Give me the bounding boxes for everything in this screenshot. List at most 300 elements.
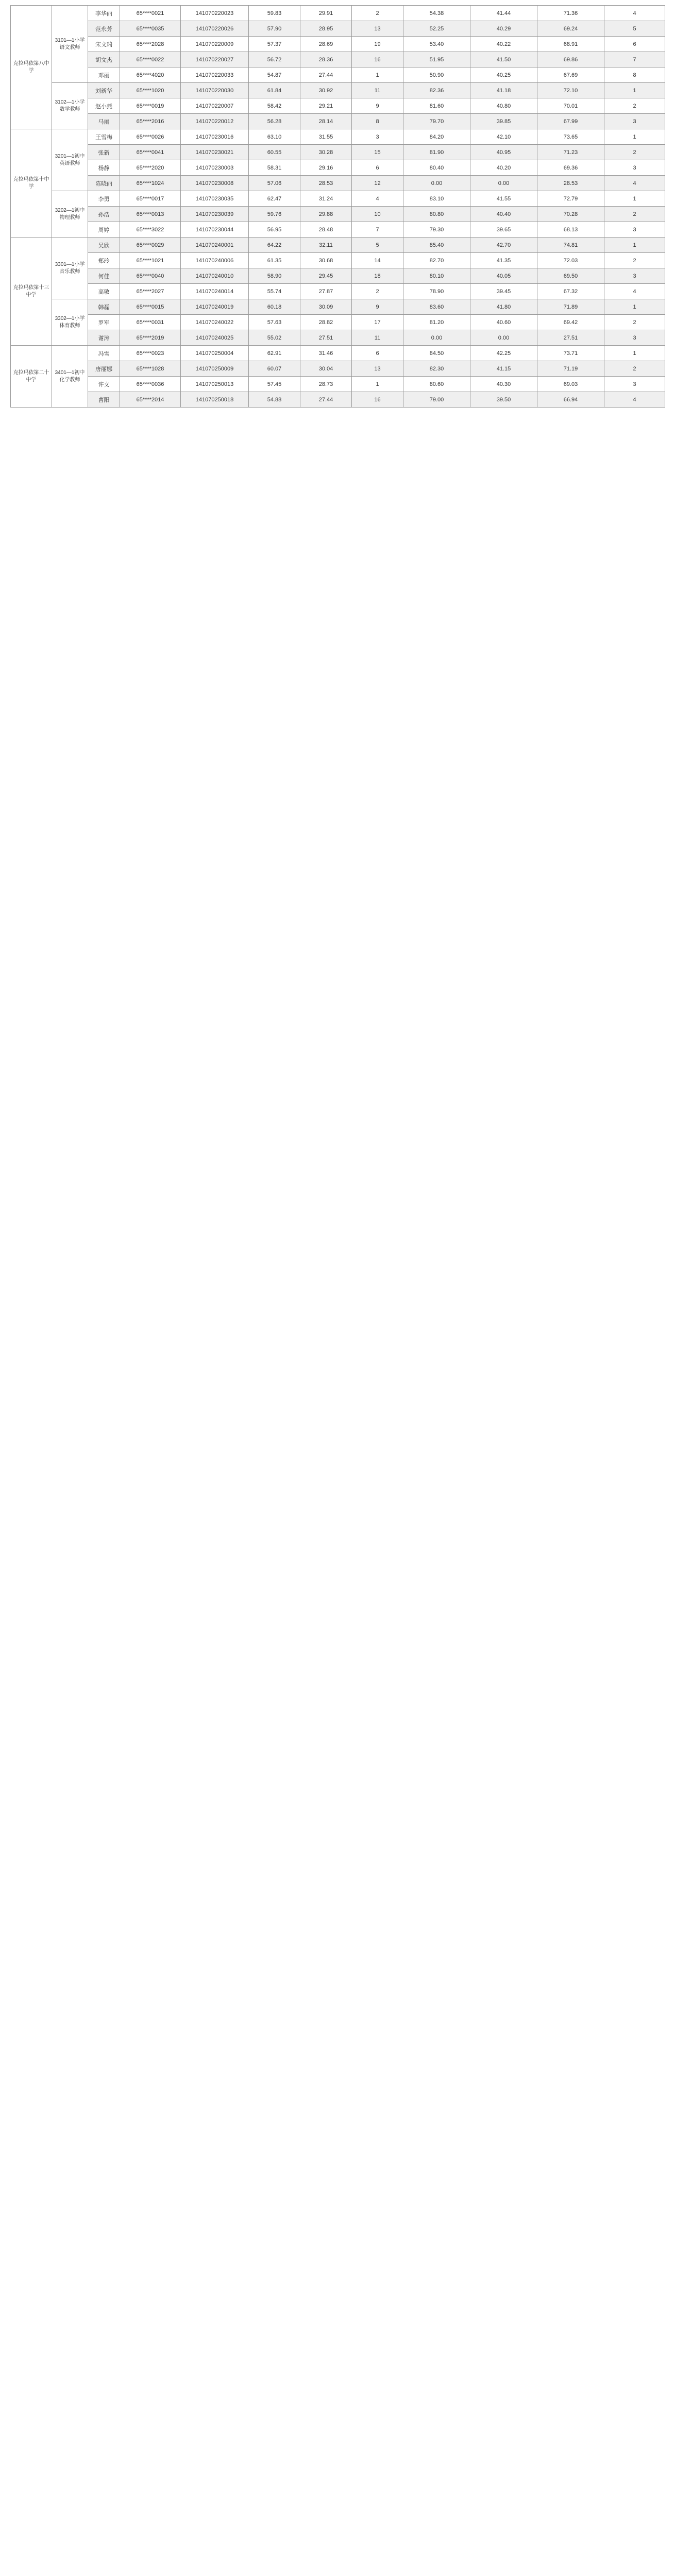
- position-cell: 3101—1小学语文教师: [52, 6, 88, 83]
- name-cell: 冯雪: [88, 346, 120, 361]
- written-weighted-cell: 27.87: [300, 284, 352, 299]
- interview-weighted-cell: 39.85: [470, 114, 537, 129]
- position-cell: 3401—1初中化学教师: [52, 346, 88, 408]
- admission-number-cell: 141070240014: [181, 284, 249, 299]
- table-row: [11, 145, 665, 160]
- admission-number-cell: 141070240022: [181, 315, 249, 330]
- rank-cell: 8: [604, 67, 665, 83]
- interview-weighted-cell: 40.25: [470, 67, 537, 83]
- interview-score-cell: 81.60: [403, 98, 470, 114]
- table-row: [11, 83, 665, 98]
- written-score-cell: 56.28: [249, 114, 300, 129]
- name-cell: 宋文瑞: [88, 37, 120, 52]
- id-number-cell: 65****2028: [120, 37, 181, 52]
- interview-weighted-cell: 41.15: [470, 361, 537, 377]
- rank-cell: 3: [604, 114, 665, 129]
- admission-number-cell: 141070240025: [181, 330, 249, 346]
- table-row: [11, 392, 665, 408]
- interview-weighted-cell: 41.55: [470, 191, 537, 207]
- interview-score-cell: 79.30: [403, 222, 470, 238]
- written-weighted-cell: 28.82: [300, 315, 352, 330]
- name-cell: 何佳: [88, 268, 120, 284]
- interview-order-cell: 3: [352, 129, 403, 145]
- admission-number-cell: 141070220009: [181, 37, 249, 52]
- interview-score-cell: 80.40: [403, 160, 470, 176]
- total-score-cell: 71.23: [537, 145, 604, 160]
- interview-weighted-cell: 41.80: [470, 299, 537, 315]
- written-weighted-cell: 27.44: [300, 67, 352, 83]
- rank-cell: 2: [604, 145, 665, 160]
- id-number-cell: 65****0019: [120, 98, 181, 114]
- table-row: [11, 284, 665, 299]
- written-weighted-cell: 29.16: [300, 160, 352, 176]
- name-cell: 高敏: [88, 284, 120, 299]
- interview-weighted-cell: 0.00: [470, 330, 537, 346]
- admission-number-cell: 141070240006: [181, 253, 249, 268]
- score-page: [10, 5, 665, 408]
- interview-weighted-cell: 40.05: [470, 268, 537, 284]
- interview-score-cell: 84.50: [403, 346, 470, 361]
- written-score-cell: 57.37: [249, 37, 300, 52]
- written-weighted-cell: 29.45: [300, 268, 352, 284]
- admission-number-cell: 141070230039: [181, 207, 249, 222]
- interview-weighted-cell: 40.30: [470, 377, 537, 392]
- interview-score-cell: 79.70: [403, 114, 470, 129]
- total-score-cell: 71.19: [537, 361, 604, 377]
- admission-number-cell: 141070250009: [181, 361, 249, 377]
- written-score-cell: 60.07: [249, 361, 300, 377]
- written-weighted-cell: 31.46: [300, 346, 352, 361]
- id-number-cell: 65****0015: [120, 299, 181, 315]
- written-score-cell: 60.18: [249, 299, 300, 315]
- unit-cell: 克拉玛依第十中学: [11, 129, 52, 238]
- admission-number-cell: 141070250004: [181, 346, 249, 361]
- interview-order-cell: 9: [352, 98, 403, 114]
- written-score-cell: 62.91: [249, 346, 300, 361]
- name-cell: 李华丽: [88, 6, 120, 21]
- id-number-cell: 65****1028: [120, 361, 181, 377]
- interview-order-cell: 10: [352, 207, 403, 222]
- id-number-cell: 65****2027: [120, 284, 181, 299]
- written-score-cell: 55.74: [249, 284, 300, 299]
- name-cell: 陈晓丽: [88, 176, 120, 191]
- interview-weighted-cell: 41.50: [470, 52, 537, 67]
- admission-number-cell: 141070230003: [181, 160, 249, 176]
- admission-number-cell: 141070250018: [181, 392, 249, 408]
- score-table-body: [11, 6, 665, 408]
- table-row: [11, 6, 665, 21]
- interview-score-cell: 54.38: [403, 6, 470, 21]
- position-cell: 3302—1小学体育教师: [52, 299, 88, 346]
- written-weighted-cell: 31.24: [300, 191, 352, 207]
- interview-weighted-cell: 40.95: [470, 145, 537, 160]
- interview-score-cell: 0.00: [403, 330, 470, 346]
- total-score-cell: 69.24: [537, 21, 604, 37]
- written-score-cell: 58.42: [249, 98, 300, 114]
- interview-order-cell: 8: [352, 114, 403, 129]
- interview-score-cell: 79.00: [403, 392, 470, 408]
- score-table: [10, 5, 665, 408]
- total-score-cell: 28.53: [537, 176, 604, 191]
- written-weighted-cell: 30.68: [300, 253, 352, 268]
- total-score-cell: 69.50: [537, 268, 604, 284]
- total-score-cell: 69.42: [537, 315, 604, 330]
- interview-score-cell: 81.90: [403, 145, 470, 160]
- total-score-cell: 69.36: [537, 160, 604, 176]
- name-cell: 范永芳: [88, 21, 120, 37]
- written-score-cell: 57.45: [249, 377, 300, 392]
- written-weighted-cell: 30.28: [300, 145, 352, 160]
- written-score-cell: 57.63: [249, 315, 300, 330]
- id-number-cell: 65****0029: [120, 238, 181, 253]
- total-score-cell: 67.32: [537, 284, 604, 299]
- rank-cell: 1: [604, 191, 665, 207]
- id-number-cell: 65****0035: [120, 21, 181, 37]
- admission-number-cell: 141070230044: [181, 222, 249, 238]
- written-weighted-cell: 30.09: [300, 299, 352, 315]
- interview-weighted-cell: 42.25: [470, 346, 537, 361]
- written-weighted-cell: 29.21: [300, 98, 352, 114]
- total-score-cell: 69.86: [537, 52, 604, 67]
- interview-weighted-cell: 40.80: [470, 98, 537, 114]
- id-number-cell: 65****0023: [120, 346, 181, 361]
- total-score-cell: 69.03: [537, 377, 604, 392]
- rank-cell: 2: [604, 207, 665, 222]
- admission-number-cell: 141070220026: [181, 21, 249, 37]
- total-score-cell: 68.91: [537, 37, 604, 52]
- position-cell: 3301—1小学音乐教师: [52, 238, 88, 299]
- table-row: [11, 361, 665, 377]
- interview-score-cell: 51.95: [403, 52, 470, 67]
- table-row: [11, 330, 665, 346]
- interview-weighted-cell: 39.65: [470, 222, 537, 238]
- table-row: [11, 207, 665, 222]
- table-row: [11, 238, 665, 253]
- written-weighted-cell: 28.95: [300, 21, 352, 37]
- id-number-cell: 65****0041: [120, 145, 181, 160]
- name-cell: 杨静: [88, 160, 120, 176]
- id-number-cell: 65****0017: [120, 191, 181, 207]
- written-score-cell: 54.87: [249, 67, 300, 83]
- admission-number-cell: 141070220012: [181, 114, 249, 129]
- name-cell: 马丽: [88, 114, 120, 129]
- table-row: [11, 222, 665, 238]
- total-score-cell: 70.28: [537, 207, 604, 222]
- interview-weighted-cell: 42.70: [470, 238, 537, 253]
- interview-order-cell: 16: [352, 392, 403, 408]
- written-weighted-cell: 27.51: [300, 330, 352, 346]
- name-cell: 胡文杰: [88, 52, 120, 67]
- interview-weighted-cell: 41.44: [470, 6, 537, 21]
- name-cell: 王雪梅: [88, 129, 120, 145]
- interview-score-cell: 83.60: [403, 299, 470, 315]
- name-cell: 李勇: [88, 191, 120, 207]
- rank-cell: 4: [604, 284, 665, 299]
- id-number-cell: 65****4020: [120, 67, 181, 83]
- interview-weighted-cell: 40.22: [470, 37, 537, 52]
- id-number-cell: 65****2016: [120, 114, 181, 129]
- name-cell: 赵小燕: [88, 98, 120, 114]
- written-weighted-cell: 30.92: [300, 83, 352, 98]
- name-cell: 邓丽: [88, 67, 120, 83]
- interview-score-cell: 52.25: [403, 21, 470, 37]
- id-number-cell: 65****0026: [120, 129, 181, 145]
- table-row: [11, 346, 665, 361]
- interview-order-cell: 15: [352, 145, 403, 160]
- written-score-cell: 57.06: [249, 176, 300, 191]
- admission-number-cell: 141070240010: [181, 268, 249, 284]
- admission-number-cell: 141070230008: [181, 176, 249, 191]
- interview-score-cell: 80.80: [403, 207, 470, 222]
- total-score-cell: 73.65: [537, 129, 604, 145]
- id-number-cell: 65****1024: [120, 176, 181, 191]
- admission-number-cell: 141070240019: [181, 299, 249, 315]
- interview-order-cell: 2: [352, 6, 403, 21]
- id-number-cell: 65****0040: [120, 268, 181, 284]
- id-number-cell: 65****0022: [120, 52, 181, 67]
- name-cell: 唐丽娜: [88, 361, 120, 377]
- rank-cell: 3: [604, 330, 665, 346]
- interview-order-cell: 4: [352, 191, 403, 207]
- interview-order-cell: 6: [352, 160, 403, 176]
- admission-number-cell: 141070230021: [181, 145, 249, 160]
- rank-cell: 1: [604, 238, 665, 253]
- name-cell: 许文: [88, 377, 120, 392]
- rank-cell: 3: [604, 222, 665, 238]
- interview-order-cell: 11: [352, 330, 403, 346]
- interview-score-cell: 84.20: [403, 129, 470, 145]
- table-row: [11, 52, 665, 67]
- interview-score-cell: 83.10: [403, 191, 470, 207]
- interview-order-cell: 14: [352, 253, 403, 268]
- table-row: [11, 268, 665, 284]
- table-row: [11, 253, 665, 268]
- interview-weighted-cell: 42.10: [470, 129, 537, 145]
- interview-weighted-cell: 40.60: [470, 315, 537, 330]
- interview-score-cell: 80.10: [403, 268, 470, 284]
- interview-order-cell: 2: [352, 284, 403, 299]
- admission-number-cell: 141070220023: [181, 6, 249, 21]
- interview-order-cell: 1: [352, 67, 403, 83]
- total-score-cell: 67.69: [537, 67, 604, 83]
- total-score-cell: 27.51: [537, 330, 604, 346]
- table-row: [11, 21, 665, 37]
- rank-cell: 1: [604, 83, 665, 98]
- written-weighted-cell: 28.73: [300, 377, 352, 392]
- admission-number-cell: 141070220027: [181, 52, 249, 67]
- written-score-cell: 58.90: [249, 268, 300, 284]
- unit-cell: 克拉玛依第十三中学: [11, 238, 52, 346]
- total-score-cell: 71.89: [537, 299, 604, 315]
- id-number-cell: 65****0021: [120, 6, 181, 21]
- written-weighted-cell: 28.14: [300, 114, 352, 129]
- rank-cell: 4: [604, 176, 665, 191]
- written-weighted-cell: 28.53: [300, 176, 352, 191]
- interview-score-cell: 82.30: [403, 361, 470, 377]
- id-number-cell: 65****1020: [120, 83, 181, 98]
- interview-weighted-cell: 41.18: [470, 83, 537, 98]
- unit-cell: 克拉玛依第八中学: [11, 6, 52, 129]
- total-score-cell: 68.13: [537, 222, 604, 238]
- written-score-cell: 59.83: [249, 6, 300, 21]
- interview-score-cell: 82.70: [403, 253, 470, 268]
- admission-number-cell: 141070220030: [181, 83, 249, 98]
- rank-cell: 1: [604, 129, 665, 145]
- position-cell: 3102—1小学数学教师: [52, 83, 88, 129]
- admission-number-cell: 141070220033: [181, 67, 249, 83]
- interview-score-cell: 85.40: [403, 238, 470, 253]
- rank-cell: 3: [604, 160, 665, 176]
- interview-order-cell: 11: [352, 83, 403, 98]
- interview-order-cell: 7: [352, 222, 403, 238]
- id-number-cell: 65****0031: [120, 315, 181, 330]
- name-cell: 孙浩: [88, 207, 120, 222]
- interview-score-cell: 53.40: [403, 37, 470, 52]
- interview-order-cell: 13: [352, 21, 403, 37]
- id-number-cell: 65****0013: [120, 207, 181, 222]
- written-weighted-cell: 28.69: [300, 37, 352, 52]
- total-score-cell: 74.81: [537, 238, 604, 253]
- id-number-cell: 65****3022: [120, 222, 181, 238]
- interview-score-cell: 81.20: [403, 315, 470, 330]
- name-cell: 曹阳: [88, 392, 120, 408]
- rank-cell: 4: [604, 6, 665, 21]
- interview-score-cell: 80.60: [403, 377, 470, 392]
- table-row: [11, 191, 665, 207]
- interview-score-cell: 50.90: [403, 67, 470, 83]
- written-weighted-cell: 30.04: [300, 361, 352, 377]
- table-row: [11, 129, 665, 145]
- interview-score-cell: 0.00: [403, 176, 470, 191]
- total-score-cell: 72.10: [537, 83, 604, 98]
- written-score-cell: 56.72: [249, 52, 300, 67]
- written-score-cell: 61.84: [249, 83, 300, 98]
- written-score-cell: 58.31: [249, 160, 300, 176]
- rank-cell: 5: [604, 21, 665, 37]
- total-score-cell: 67.99: [537, 114, 604, 129]
- id-number-cell: 65****2020: [120, 160, 181, 176]
- interview-order-cell: 13: [352, 361, 403, 377]
- rank-cell: 2: [604, 98, 665, 114]
- admission-number-cell: 141070230016: [181, 129, 249, 145]
- rank-cell: 2: [604, 361, 665, 377]
- name-cell: 吴欣: [88, 238, 120, 253]
- table-row: [11, 37, 665, 52]
- admission-number-cell: 141070250013: [181, 377, 249, 392]
- position-cell: 3202—1初中物理教师: [52, 191, 88, 238]
- rank-cell: 1: [604, 299, 665, 315]
- interview-weighted-cell: 39.50: [470, 392, 537, 408]
- rank-cell: 3: [604, 268, 665, 284]
- written-score-cell: 57.90: [249, 21, 300, 37]
- name-cell: 罗军: [88, 315, 120, 330]
- interview-order-cell: 17: [352, 315, 403, 330]
- total-score-cell: 72.03: [537, 253, 604, 268]
- written-weighted-cell: 28.48: [300, 222, 352, 238]
- written-score-cell: 54.88: [249, 392, 300, 408]
- interview-order-cell: 12: [352, 176, 403, 191]
- admission-number-cell: 141070220007: [181, 98, 249, 114]
- unit-cell: 克拉玛依第二十中学: [11, 346, 52, 408]
- written-weighted-cell: 32.11: [300, 238, 352, 253]
- table-row: [11, 377, 665, 392]
- interview-order-cell: 18: [352, 268, 403, 284]
- table-row: [11, 176, 665, 191]
- written-score-cell: 56.95: [249, 222, 300, 238]
- rank-cell: 2: [604, 253, 665, 268]
- id-number-cell: 65****2019: [120, 330, 181, 346]
- name-cell: 张新: [88, 145, 120, 160]
- written-score-cell: 62.47: [249, 191, 300, 207]
- interview-score-cell: 78.90: [403, 284, 470, 299]
- written-weighted-cell: 29.91: [300, 6, 352, 21]
- total-score-cell: 72.79: [537, 191, 604, 207]
- rank-cell: 1: [604, 346, 665, 361]
- name-cell: 郑玲: [88, 253, 120, 268]
- table-row: [11, 98, 665, 114]
- interview-order-cell: 16: [352, 52, 403, 67]
- written-score-cell: 59.76: [249, 207, 300, 222]
- total-score-cell: 66.94: [537, 392, 604, 408]
- table-row: [11, 160, 665, 176]
- written-weighted-cell: 29.88: [300, 207, 352, 222]
- written-weighted-cell: 31.55: [300, 129, 352, 145]
- interview-weighted-cell: 0.00: [470, 176, 537, 191]
- id-number-cell: 65****0036: [120, 377, 181, 392]
- written-score-cell: 64.22: [249, 238, 300, 253]
- written-score-cell: 63.10: [249, 129, 300, 145]
- interview-weighted-cell: 40.20: [470, 160, 537, 176]
- written-score-cell: 60.55: [249, 145, 300, 160]
- table-row: [11, 315, 665, 330]
- rank-cell: 4: [604, 392, 665, 408]
- total-score-cell: 70.01: [537, 98, 604, 114]
- interview-score-cell: 82.36: [403, 83, 470, 98]
- interview-order-cell: 5: [352, 238, 403, 253]
- interview-order-cell: 1: [352, 377, 403, 392]
- rank-cell: 6: [604, 37, 665, 52]
- rank-cell: 2: [604, 315, 665, 330]
- table-row: [11, 114, 665, 129]
- rank-cell: 3: [604, 377, 665, 392]
- admission-number-cell: 141070230035: [181, 191, 249, 207]
- name-cell: 周婷: [88, 222, 120, 238]
- id-number-cell: 65****2014: [120, 392, 181, 408]
- interview-order-cell: 6: [352, 346, 403, 361]
- name-cell: 韩磊: [88, 299, 120, 315]
- interview-order-cell: 9: [352, 299, 403, 315]
- admission-number-cell: 141070240001: [181, 238, 249, 253]
- interview-weighted-cell: 39.45: [470, 284, 537, 299]
- written-score-cell: 55.02: [249, 330, 300, 346]
- table-row: [11, 67, 665, 83]
- total-score-cell: 73.71: [537, 346, 604, 361]
- written-score-cell: 61.35: [249, 253, 300, 268]
- name-cell: 谢涛: [88, 330, 120, 346]
- rank-cell: 7: [604, 52, 665, 67]
- total-score-cell: 71.36: [537, 6, 604, 21]
- interview-order-cell: 19: [352, 37, 403, 52]
- interview-weighted-cell: 41.35: [470, 253, 537, 268]
- id-number-cell: 65****1021: [120, 253, 181, 268]
- name-cell: 刘新华: [88, 83, 120, 98]
- written-weighted-cell: 27.44: [300, 392, 352, 408]
- position-cell: 3201—1初中英语教师: [52, 129, 88, 191]
- written-weighted-cell: 28.36: [300, 52, 352, 67]
- interview-weighted-cell: 40.40: [470, 207, 537, 222]
- interview-weighted-cell: 40.29: [470, 21, 537, 37]
- table-row: [11, 299, 665, 315]
